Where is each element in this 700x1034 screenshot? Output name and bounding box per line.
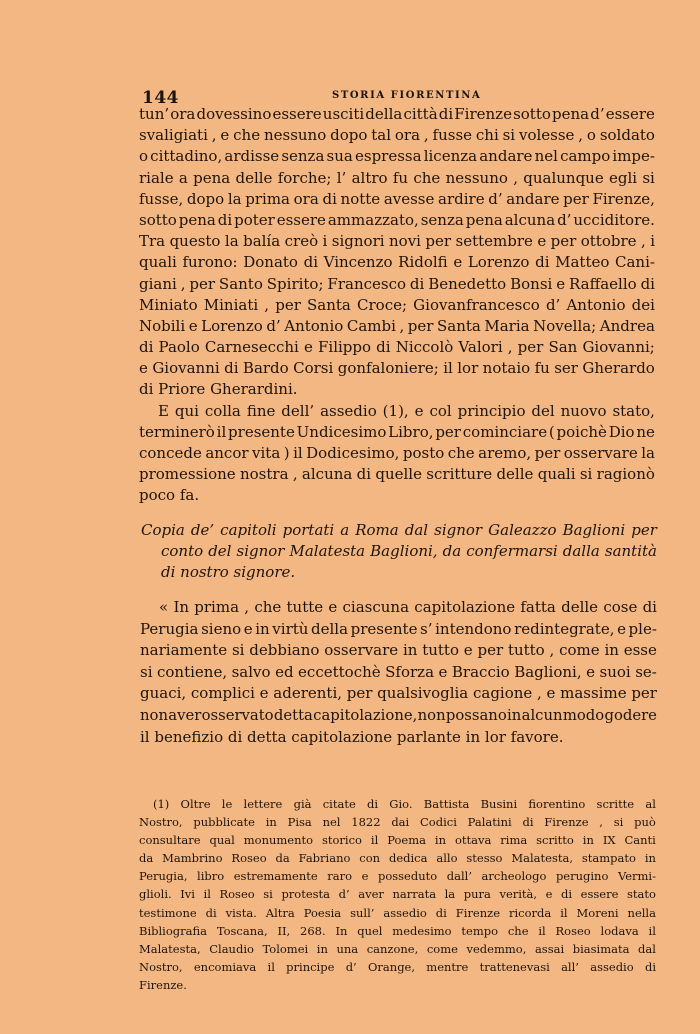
chapter-text-block xyxy=(140,597,657,748)
text-line: svaligiati , e che nessuno dopo tal ora , fusse chi si volesse , o soldato xyxy=(139,126,655,145)
chapter-line: non aver osservato detta capitolazione, non possano in alcun modo godere xyxy=(140,706,657,724)
footnote-line: glioli. Ivi il Roseo si protesta d’ aver narrata la pura verità, e di essere stato xyxy=(139,887,656,902)
chapter-line: il benefizio di detta capitolazione parlante in lor favore. xyxy=(140,727,564,746)
footnote-line: testimone di vista. Altra Poesia sull’ assedio di Firenze ricorda il Moreni nella xyxy=(139,905,656,920)
heading-line: conto del signor Malatesta Baglioni, da confermarsi dalla santità xyxy=(161,542,657,561)
text-line: e Giovanni di Bardo Corsi gonfaloniere; il lor notaio fu ser Gherardo xyxy=(139,359,655,378)
page-number: 144 xyxy=(142,88,179,108)
text-line: sotto pena di poter essere ammazzato, senza pena alcuna d’ ucciditore. xyxy=(139,210,655,229)
text-line: E qui colla fine dell’ assedio (1), e col principio del nuovo stato, xyxy=(158,401,655,420)
chapter-line: Perugia sieno e in virtù della presente s’ intendono redintegrate, e ple- xyxy=(140,619,657,638)
document-heading xyxy=(141,520,657,584)
text-line: poco fa. xyxy=(139,486,200,505)
text-line: di Priore Gherardini. xyxy=(139,380,298,399)
chapter-line: guaci, complici e aderenti, per qualsivoglia cagione , e massime per xyxy=(140,684,657,703)
footnote-line: Perugia, libro estremamente raro e posseduto dall’ archeologo perugino Vermi- xyxy=(139,869,656,884)
footnote-line: Firenze. xyxy=(139,977,187,992)
text-line: Miniato Miniati , per Santa Croce; Giovanfrancesco d’ Antonio dei xyxy=(139,295,655,314)
text-line: di Paolo Carnesecchi e Filippo di Niccolò Valori , per San Giovanni; xyxy=(139,338,655,357)
footnote-line: Bibliografia Toscana, II, 268. In quel medesimo tempo che il Roseo lodava il xyxy=(139,923,656,938)
footnote-line: Nostro, pubblicate in Pisa nel 1822 dai Codici Palatini di Firenze , si può xyxy=(139,815,656,830)
text-line: Nobili e Lorenzo d’ Antonio Cambi , per Santa Maria Novella; Andrea xyxy=(139,316,655,335)
text-line: o cittadino, ardisse senza sua espressa licenza andare nel campo impe- xyxy=(139,147,655,166)
chapter-line: « In prima , che tutte e ciascuna capitolazione fatta delle cose di xyxy=(159,598,657,616)
text-line: riale a pena delle forche; l’ altro fu che nessuno , qualunque egli si xyxy=(139,168,655,187)
text-line: concede ancor vita ) il Dodicesimo, posto che aremo, per osservare la xyxy=(139,444,655,462)
heading-line: Copia de’ capitoli portati a Roma dal signor Galeazzo Baglioni per xyxy=(141,521,657,539)
footnote-line: Nostro, encomiava il principe d’ Orange, mentre trattenevasi all’ assedio di xyxy=(139,959,656,974)
text-line: fusse, dopo la prima ora di notte avesse ardire d’ andare per Firenze, xyxy=(139,189,655,208)
main-text-block xyxy=(139,104,655,507)
chapter-line: nariamente si debbiano osservare in tutto e per tutto , come in esse xyxy=(140,641,657,660)
text-line: tun’ ora dovessino essere usciti della città di Firenze sotto pena d’ essere xyxy=(139,105,655,123)
text-line: Tra questo la balía creò i signori novi per settembre e per ottobre , i xyxy=(139,232,655,251)
chapter-line: si contiene, salvo ed eccettochè Sforza e Braccio Baglioni, e suoi se- xyxy=(140,662,657,681)
footnote-line: da Mambrino Roseo da Fabriano con dedica allo stesso Malatesta, stampato in xyxy=(139,851,656,866)
text-line: terminerò il presente Undicesimo Libro, per cominciare ( poichè Dio ne xyxy=(139,422,655,441)
heading-line: di nostro signore. xyxy=(161,563,296,582)
text-line: giani , per Santo Spirito; Francesco di Benedetto Bonsi e Raffaello di xyxy=(139,274,655,293)
text-line: promessione nostra , alcuna di quelle scritture delle quali si ragionò xyxy=(139,465,655,484)
text-line: quali furono: Donato di Vincenzo Ridolfi e Lorenzo di Matteo Cani- xyxy=(139,253,655,272)
footnote-line: (1) Oltre le lettere già citate di Gio. Battista Busini fiorentino scritte al xyxy=(153,797,656,811)
footnote-line: consultare qual monumento storico il Poema in ottava rima scritto in IX Canti xyxy=(139,833,656,848)
footnote-line: Malatesta, Claudio Tolomei in una canzone, come vedemmo, assai biasimata dal xyxy=(139,941,656,956)
footnote xyxy=(139,795,656,994)
running-title: STORIA FIORENTINA xyxy=(332,90,482,101)
